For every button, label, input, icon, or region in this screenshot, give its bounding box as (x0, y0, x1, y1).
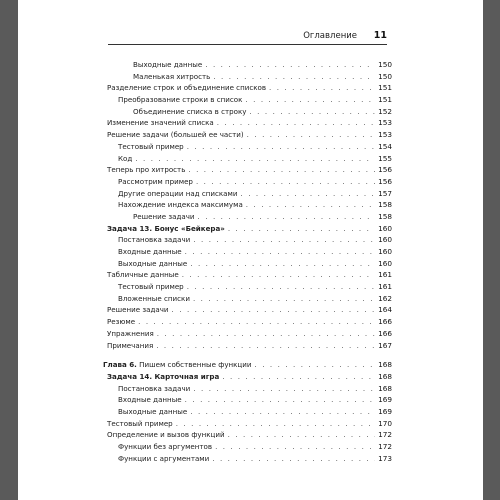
toc-entry-page: 173 (378, 453, 392, 463)
dot-leader (172, 304, 376, 316)
toc-entry-title: Входные данные (118, 395, 182, 405)
toc-entry-page: 153 (378, 118, 392, 128)
toc-entry (103, 141, 392, 153)
toc-entry-page: 172 (378, 442, 392, 451)
toc-entry-page: 168 (378, 383, 392, 393)
toc-entry-title: Решение задачи (133, 211, 195, 221)
toc-entry-page: 170 (378, 418, 392, 428)
toc-entry-page: 160 (378, 235, 392, 245)
toc-entry (103, 223, 392, 235)
chapter-label: Глава 6. (103, 360, 137, 370)
toc-entry-page: 158 (378, 211, 392, 221)
toc-entry-title: Тестовый пример (118, 141, 184, 151)
toc-entry (103, 371, 392, 383)
dot-leader (190, 406, 375, 418)
toc-entry-title: Решение задачи (107, 305, 169, 315)
toc-entry-title: Преобразование строки в список (118, 95, 243, 105)
dot-leader (205, 59, 375, 71)
dot-leader (212, 453, 375, 465)
toc-entry-title: Определение и вызов функций (107, 430, 225, 440)
dot-leader (198, 211, 376, 223)
toc-entry-page: 169 (378, 406, 392, 416)
toc-entry-page: 167 (378, 340, 392, 350)
toc-entry (103, 383, 392, 395)
toc-entry-title (103, 359, 252, 371)
dot-leader (228, 223, 375, 235)
toc-entry-page: 164 (378, 305, 392, 315)
dot-leader (193, 293, 375, 305)
page-number: 11 (373, 30, 387, 41)
toc-entry (103, 59, 392, 71)
toc-entry-page: 172 (378, 430, 392, 440)
toc-entry (103, 164, 392, 176)
toc-entry (103, 304, 392, 316)
toc-entry (103, 281, 392, 293)
toc-entry-page: 150 (378, 60, 392, 69)
toc-entry-page: 160 (378, 258, 392, 268)
toc-entry (103, 188, 392, 200)
toc-entry-page: 156 (378, 176, 392, 186)
toc-entry (103, 406, 392, 418)
toc-entry-title: Выходные данные (118, 258, 188, 268)
toc-entry-title: Рассмотрим пример (118, 176, 193, 186)
dot-leader (196, 176, 375, 188)
toc-entry-title: Вложенные списки (118, 293, 190, 303)
dot-leader (188, 164, 375, 176)
toc-entry-page: 156 (378, 165, 392, 175)
toc-entry (103, 293, 392, 305)
toc-entry-page: 158 (378, 200, 392, 210)
dot-leader (246, 199, 375, 211)
toc-entry (103, 199, 392, 211)
toc-entry (103, 211, 392, 223)
toc-entry-title: Примечания (107, 340, 154, 350)
dot-leader (228, 429, 376, 441)
toc-entry-title: Другие операции над списками (118, 188, 238, 198)
toc-entry (103, 269, 392, 281)
dot-leader (245, 94, 375, 106)
dot-leader (135, 153, 375, 165)
toc-entry (103, 176, 392, 188)
toc-entry-page: 155 (378, 153, 392, 163)
toc-entry-title: Упражнения (107, 328, 154, 338)
toc-entry (103, 117, 392, 129)
dot-leader (187, 141, 375, 153)
dot-leader (193, 383, 375, 395)
toc-entry-page: 168 (378, 371, 392, 381)
toc-entry-title: Изменение значений списка (107, 118, 214, 128)
toc-entry (103, 129, 392, 141)
toc-entry-title: Выходные данные (118, 406, 188, 416)
toc-entry-page: 161 (378, 270, 392, 280)
toc-entry (103, 328, 392, 340)
toc-entry-title: Функции без аргументов (118, 442, 213, 451)
toc-entry-title: Входные данные (118, 247, 182, 256)
toc-entry-page: 157 (378, 188, 392, 198)
toc-entry-title: Задача 14. Карточная игра (107, 371, 220, 381)
toc-entry-title: Тестовый пример (107, 418, 173, 428)
chapter-title: Пишем собственные функции (139, 360, 252, 370)
toc-entry (103, 418, 392, 430)
toc-entry-title: Постановка задачи (118, 235, 191, 245)
toc-entry-title: Резюме (107, 317, 136, 327)
running-header-title: Оглавление (303, 31, 357, 41)
toc-entry-page: 152 (378, 106, 392, 116)
toc-entry-page: 169 (378, 395, 392, 405)
toc-entry-page: 162 (378, 293, 392, 303)
toc-entry-page: 154 (378, 141, 392, 151)
dot-leader (269, 82, 375, 94)
toc-entry (103, 71, 392, 83)
dot-leader (249, 106, 375, 118)
toc-entry (103, 394, 392, 406)
dot-leader (157, 328, 375, 340)
page-header (108, 30, 387, 45)
dot-leader (185, 394, 375, 406)
toc-entry-title: Задача 13. Бонус «Бейкера» (107, 223, 225, 233)
toc-entry (103, 106, 392, 118)
dot-leader (222, 371, 375, 383)
toc-entry-page: 161 (378, 282, 392, 292)
toc-entry-title: Разделение строк и объединение списков (107, 83, 267, 93)
toc-entry-title: Теперь про хитрость (107, 165, 186, 175)
toc-entry-title: Решение задачи (большей ее части) (107, 130, 244, 140)
toc-entry (103, 441, 392, 453)
toc-entry (103, 453, 392, 465)
dot-leader (176, 418, 375, 430)
dot-leader (255, 359, 376, 371)
dot-leader (182, 269, 375, 281)
toc-entry-page: 166 (378, 328, 392, 338)
dot-leader (187, 281, 375, 293)
toc-entry-page: 153 (378, 130, 392, 140)
toc-entry (103, 340, 392, 352)
toc-entry (103, 94, 392, 106)
dot-leader (193, 234, 375, 246)
toc-entry-page: 150 (378, 71, 392, 81)
toc-entry-title: Функции с аргументами (118, 453, 210, 463)
toc-entry-page: 160 (378, 247, 392, 256)
dot-leader (185, 246, 375, 258)
dot-leader (138, 316, 375, 328)
toc-entry (103, 82, 392, 94)
toc-entry (103, 234, 392, 246)
toc-entry-page: 151 (378, 83, 392, 93)
toc-entry (103, 153, 392, 165)
dot-leader (156, 340, 375, 352)
dot-leader (215, 441, 375, 453)
toc-entry (103, 359, 392, 371)
toc-entry (103, 258, 392, 270)
toc-entry-title: Маленькая хитрость (133, 71, 211, 81)
toc-entry-title: Код (118, 153, 133, 163)
toc-entry-title: Объединение списка в строку (133, 106, 247, 116)
toc-entry-title: Выходные данные (133, 60, 203, 69)
toc-entry-title: Тестовый пример (118, 282, 184, 292)
toc-entry-page: 166 (378, 317, 392, 327)
toc-entry (103, 316, 392, 328)
toc-entry-page: 168 (378, 360, 392, 370)
dot-leader (217, 117, 375, 129)
toc-entry (103, 429, 392, 441)
dot-leader (190, 258, 375, 270)
book-page (18, 0, 483, 500)
toc-entry-title: Постановка задачи (118, 383, 191, 393)
toc-entry-title: Нахождение индекса максимума (118, 200, 243, 210)
toc-entry (103, 246, 392, 258)
dot-leader (213, 71, 375, 83)
toc-entry-page: 160 (378, 223, 392, 233)
table-of-contents (103, 59, 392, 464)
toc-entry-title: Табличные данные (107, 270, 179, 280)
dot-leader (240, 188, 375, 200)
dot-leader (247, 129, 375, 141)
toc-entry-page: 151 (378, 95, 392, 105)
